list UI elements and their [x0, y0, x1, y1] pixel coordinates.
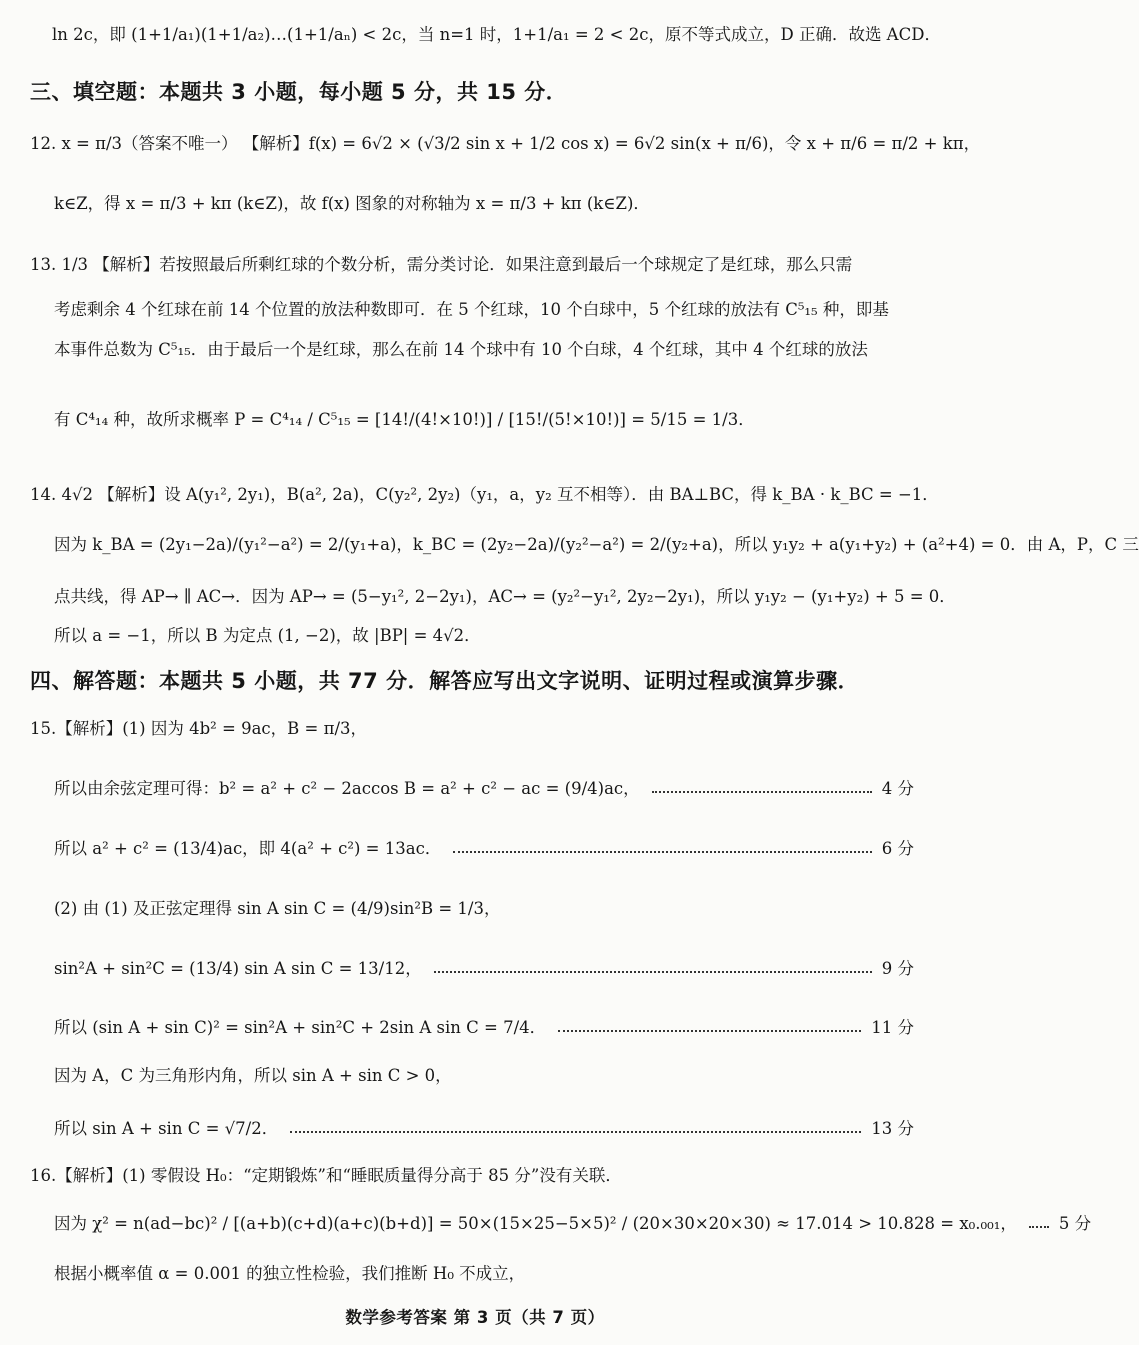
q15-line-7 — [54, 1066, 914, 1086]
dot-leader — [434, 971, 872, 973]
line-text: 根据小概率值 α = 0.001 的独立性检验，我们推断 H₀ 不成立， — [54, 1264, 526, 1283]
q15-line-4 — [54, 899, 914, 919]
line-text: 14. 4√2 【解析】设 A(y₁², 2y₁)，B(a², 2a)，C(y₂², 2y₂)（y₁，a，y₂ 互不相等）．由 BA⊥BC，得 k_BA · k_BC = −1． — [30, 485, 939, 504]
dot-leader — [558, 1030, 861, 1032]
line-text: 15.【解析】(1) 因为 4b² = 9ac，B = π/3， — [30, 719, 368, 738]
q14-line-3 — [54, 587, 956, 607]
dot-leader — [652, 791, 872, 793]
q14-line-1 — [30, 485, 939, 505]
q11-conclusion-line — [52, 25, 941, 45]
q15-line-1 — [30, 719, 914, 739]
line-text: 所以 a² + c² = (13/4)ac，即 4(a² + c²) = 13ac． — [54, 839, 442, 858]
line-text: 13. 1/3 【解析】若按照最后所剩红球的个数分析，需分类讨论．如果注意到最后一个球规定了是红球，那么只需 — [30, 255, 853, 274]
dot-leader — [1029, 1226, 1049, 1228]
line-text: 所以 sin A + sin C = √7/2． — [54, 1119, 279, 1138]
line-text: 12. x = π/3（答案不唯一） 【解析】f(x) = 6√2 × (√3/2 sin x + 1/2 cos x) = 6√2 sin(x + π/6)，令 x + π/6 = π/2 + kπ， — [30, 134, 981, 153]
q16-line-1 — [30, 1166, 914, 1186]
q13-line-2 — [54, 300, 914, 320]
dot-leader — [453, 851, 871, 853]
q15-line-6 — [54, 1018, 914, 1038]
q16-line-2 — [54, 1214, 1092, 1234]
q15-line-5 — [54, 959, 914, 979]
line-text: k∈Z，得 x = π/3 + kπ (k∈Z)，故 f(x) 图象的对称轴为 x = π/3 + kπ (k∈Z)． — [54, 194, 650, 213]
section-heading-answer: 四、解答题：本题共 5 小题，共 77 分．解答应写出文字说明、证明过程或演算步骤． — [30, 669, 860, 693]
line-text: ln 2c，即 (1+1/a₁)(1+1/a₂)…(1+1/aₙ) < 2c，当 n=1 时，1+1/a₁ = 2 < 2c，原不等式成立，D 正确．故选 ACD． — [52, 25, 941, 44]
q13-line-1 — [30, 255, 914, 275]
score-label: 13 分 — [871, 1119, 914, 1138]
q15-line-2 — [54, 779, 914, 799]
dot-leader — [290, 1131, 861, 1133]
score-label: 4 分 — [881, 779, 914, 798]
line-text: 所以 a = −1，所以 B 为定点 (1, −2)，故 |BP| = 4√2． — [54, 626, 481, 645]
line-text: 因为 χ² = n(ad−bc)² / [(a+b)(c+d)(a+c)(b+d)] = 50×(15×25−5×5)² / (20×30×20×30) ≈ 17.014 > 10.828 = x₀.₀₀₁， — [54, 1214, 1017, 1233]
q13-line-3 — [54, 340, 914, 360]
line-text: 所以 (sin A + sin C)² = sin²A + sin²C + 2sin A sin C = 7/4． — [54, 1018, 547, 1037]
line-text: 考虑剩余 4 个红球在前 14 个位置的放法种数即可．在 5 个红球，10 个白球中，5 个红球的放法有 C⁵₁₅ 种，即基 — [54, 300, 889, 319]
q12-line-1 — [30, 134, 981, 154]
score-label: 5 分 — [1058, 1214, 1092, 1233]
line-text: 所以由余弦定理可得：b² = a² + c² − 2accos B = a² + c² − ac = (9/4)ac， — [54, 779, 640, 798]
page-footer: 数学参考答案 第 3 页（共 7 页） — [345, 1308, 605, 1327]
q15-line-3 — [54, 839, 914, 859]
section-heading-fill-in: 三、填空题：本题共 3 小题，每小题 5 分，共 15 分． — [30, 80, 568, 104]
line-text: 16.【解析】(1) 零假设 H₀：“定期锻炼”和“睡眠质量得分高于 85 分”没有关联． — [30, 1166, 622, 1185]
q12-line-2 — [54, 194, 914, 214]
line-text: 本事件总数为 C⁵₁₅．由于最后一个是红球，那么在前 14 个球中有 10 个白球，4 个红球，其中 4 个红球的放法 — [54, 340, 868, 359]
q15-line-8 — [54, 1119, 914, 1139]
q14-line-4 — [54, 626, 914, 646]
line-text: 点共线，得 AP→ ∥ AC→．因为 AP→ = (5−y₁², 2−2y₁)，AC→ = (y₂²−y₁², 2y₂−2y₁)，所以 y₁y₂ − (y₁+y₂) + 5 = 0． — [54, 587, 956, 606]
line-text: 因为 k_BA = (2y₁−2a)/(y₁²−a²) = 2/(y₁+a)，k_BC = (2y₂−2a)/(y₂²−a²) = 2/(y₂+a)，所以 y₁y₂ + a(y₁+y₂) + (a²+4) = 0．由 A，P，C 三 — [54, 535, 1139, 554]
line-text: 因为 A，C 为三角形内角，所以 sin A + sin C > 0， — [54, 1066, 452, 1085]
score-label: 11 分 — [871, 1018, 914, 1037]
q13-line-4 — [54, 410, 914, 430]
q16-line-3 — [54, 1264, 914, 1284]
line-text: (2) 由 (1) 及正弦定理得 sin A sin C = (4/9)sin²B = 1/3， — [54, 899, 501, 918]
q14-line-2 — [54, 535, 1139, 555]
line-text: sin²A + sin²C = (13/4) sin A sin C = 13/12， — [54, 959, 422, 978]
line-text: 有 C⁴₁₄ 种，故所求概率 P = C⁴₁₄ / C⁵₁₅ = [14!/(4!×10!)] / [15!/(5!×10!)] = 5/15 = 1/3． — [54, 410, 755, 429]
score-label: 6 分 — [881, 839, 914, 858]
score-label: 9 分 — [881, 959, 914, 978]
